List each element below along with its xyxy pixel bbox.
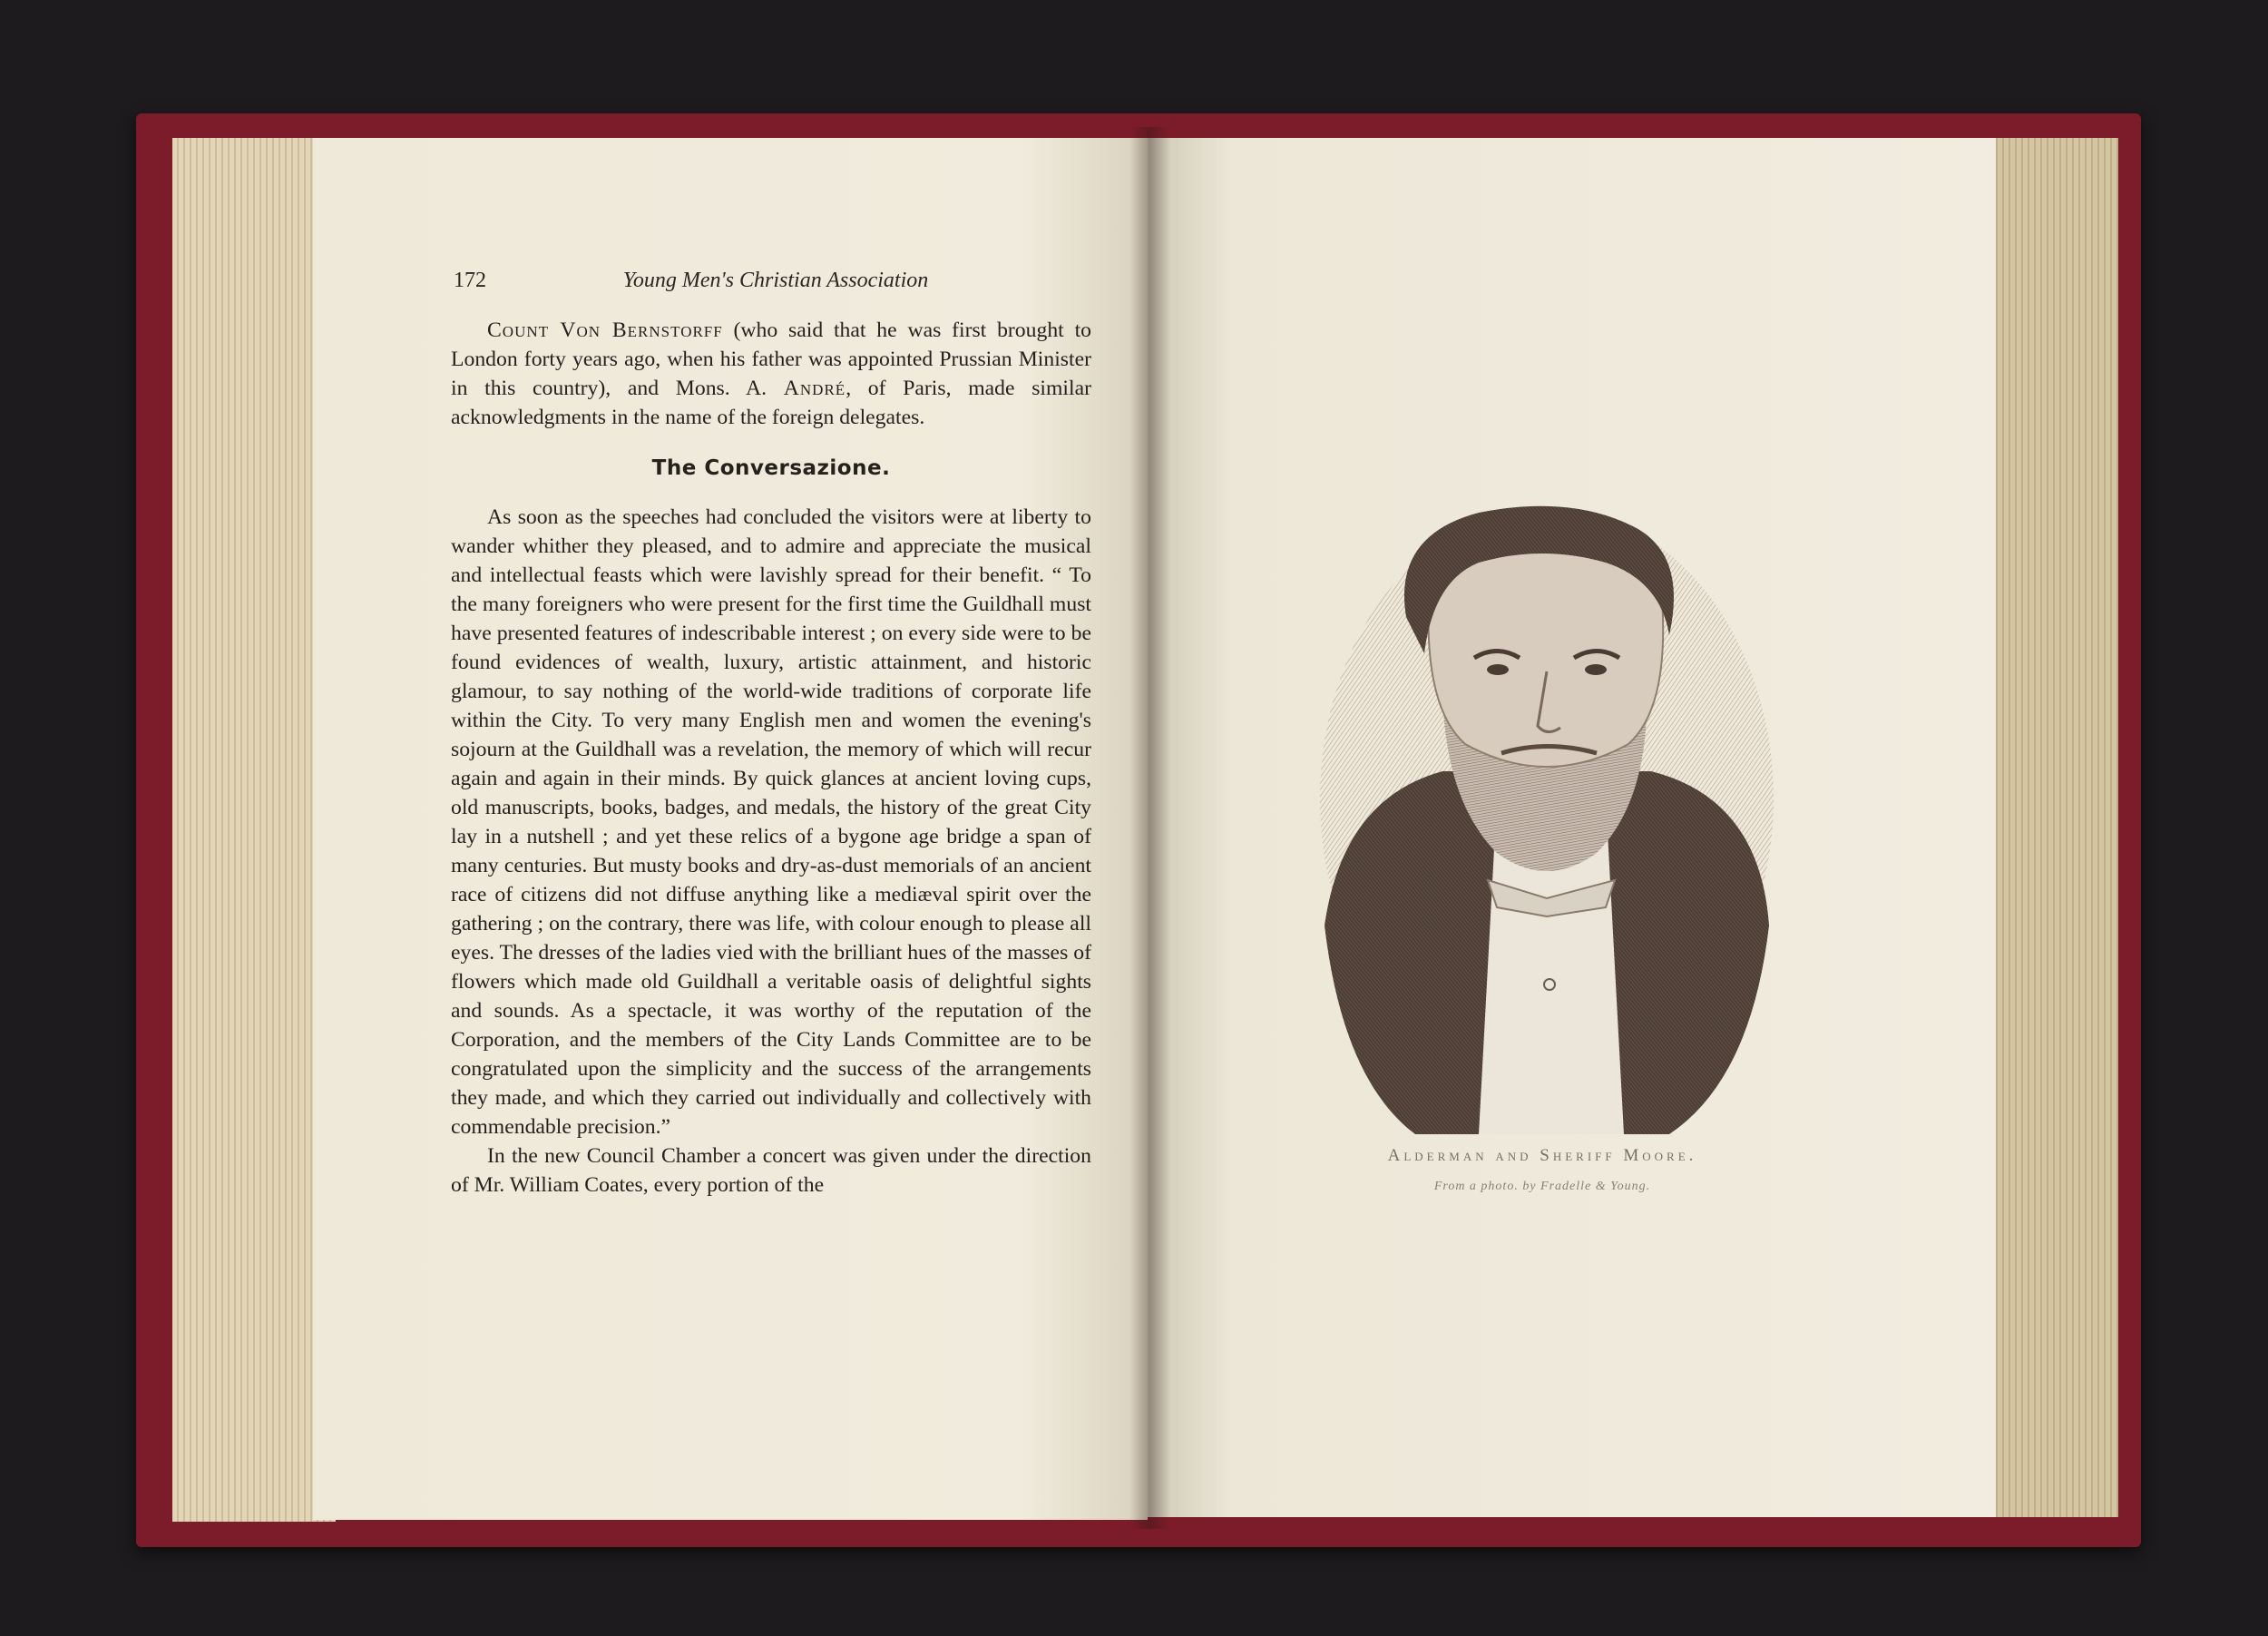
page-number: 172 xyxy=(454,269,486,292)
paragraph-acknowledgments xyxy=(451,316,1091,432)
paragraph-concert: In the new Council Chamber a concert was given under the direction of Mr. William Coates, every portion of the xyxy=(451,1144,1091,1197)
name-bernstorff: Count Von Bernstorff xyxy=(487,318,723,342)
section-heading: The Conversazione. xyxy=(651,456,891,480)
body-text xyxy=(451,316,1091,1200)
paragraph-text: , of Paris, made similar acknowledgments in the name of the foreign delegates. xyxy=(451,377,1091,429)
page-edges-left xyxy=(172,138,336,1522)
paragraph-text: (who said that he was first brought to London forty years ago, when his father was appointed Prussian Minister in this country), and Mons. A. xyxy=(451,318,1091,400)
photo-credit: From a photo. by Fradelle & Young. xyxy=(1433,1180,1651,1193)
name-andre: André xyxy=(783,377,846,400)
running-title: Young Men's Christian Association xyxy=(622,269,929,292)
paragraph-conversazione: As soon as the speeches had concluded the visitors were at liberty to wander whither they pleased, and to admire and appreciate the musical and intellectual feasts which were lavishly spread for their benefit. “ To the many foreigners who were present for the first time the Guildhall must have presented features of indescribable interest ; on every side were to be found evidences of wealth, luxury, artistic attainment, and historic glamour, to say nothing of the world-wide traditions of corporate life within the City. To very many English men and women the evening's sojourn at the Guildhall was a revelation, the memory of which will recur again and again in their minds. By quick glances at ancient loving cups, old manuscripts, books, badges, and medals, the history of the great City lay in a nutshell ; and yet these relics of a bygone age bridge a span of many centuries. But musty books and dry-as-dust memorials of an ancient race of citizens did not diffuse anything like a mediæval spirit over the gathering ; on the contrary, there was life, with colour enough to please all eyes. The dresses of the ladies vied with the brilliant hues of the masses of flowers which made old Guildhall a veritable oasis of delightful sights and sounds. As a spectacle, it was worthy of the reputation of the Corporation, and the members of the City Lands Committee are to be congratulated upon the simplicity and the success of the arrangements they made, and which they carried out individually and collectively with commendable precision.” xyxy=(451,505,1091,1139)
page-edges-right xyxy=(1991,138,2118,1517)
portrait-caption: Alderman and Sheriff Moore. xyxy=(1387,1146,1697,1165)
running-head xyxy=(454,269,1098,305)
portrait-engraving xyxy=(1306,499,1778,1134)
book-gutter xyxy=(1129,127,1170,1529)
